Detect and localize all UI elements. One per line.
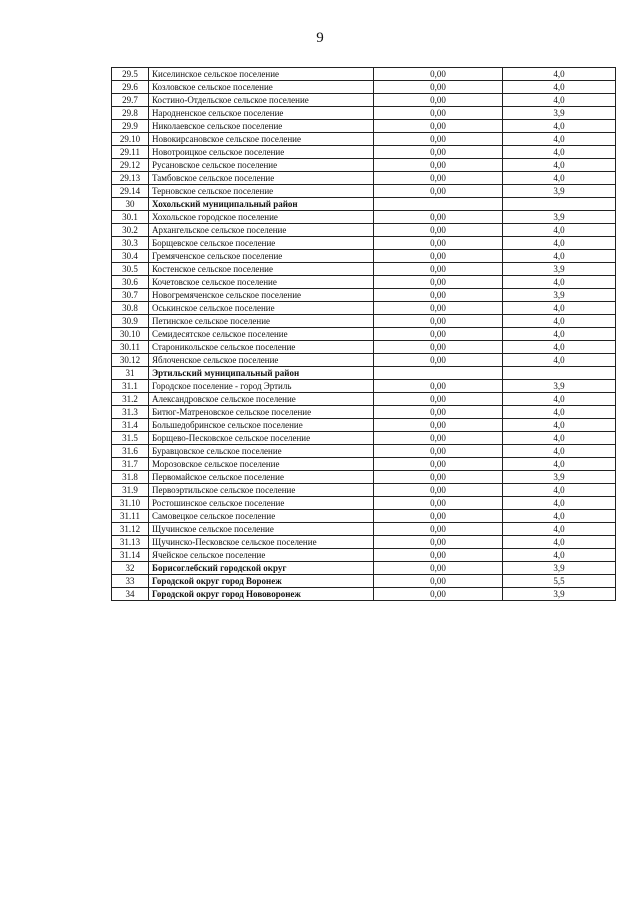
table-row <box>112 354 616 367</box>
row-number-cell: 31.7 <box>112 458 149 471</box>
row-value-a-cell: 0,00 <box>374 393 503 406</box>
row-value-b-cell: 4,0 <box>503 250 616 263</box>
table-row <box>112 81 616 94</box>
row-value-b-cell: 3,9 <box>503 380 616 393</box>
row-number-cell: 30.8 <box>112 302 149 315</box>
row-name-cell: Большедобринское сельское поселение <box>149 419 374 432</box>
row-value-b-cell: 4,0 <box>503 341 616 354</box>
row-number-cell: 30.12 <box>112 354 149 367</box>
table-row <box>112 107 616 120</box>
row-value-b-cell <box>503 367 616 380</box>
row-number-cell: 30.6 <box>112 276 149 289</box>
row-name-cell: Борисоглебский городской округ <box>149 562 374 575</box>
table-row <box>112 224 616 237</box>
row-value-a-cell: 0,00 <box>374 172 503 185</box>
row-number-cell: 30 <box>112 198 149 211</box>
row-value-a-cell: 0,00 <box>374 419 503 432</box>
row-value-b-cell: 3,9 <box>503 185 616 198</box>
table-row <box>112 250 616 263</box>
row-number-cell: 34 <box>112 588 149 601</box>
row-value-a-cell: 0,00 <box>374 536 503 549</box>
row-value-a-cell: 0,00 <box>374 237 503 250</box>
row-value-b-cell: 4,0 <box>503 328 616 341</box>
row-value-a-cell: 0,00 <box>374 432 503 445</box>
row-value-b-cell: 4,0 <box>503 445 616 458</box>
row-name-cell: Козловское сельское поселение <box>149 81 374 94</box>
row-value-a-cell: 0,00 <box>374 549 503 562</box>
table-row <box>112 380 616 393</box>
table-row <box>112 172 616 185</box>
row-name-cell: Ячейское сельское поселение <box>149 549 374 562</box>
row-number-cell: 31.10 <box>112 497 149 510</box>
table-row <box>112 588 616 601</box>
row-number-cell: 29.10 <box>112 133 149 146</box>
row-value-b-cell: 4,0 <box>503 354 616 367</box>
row-value-a-cell: 0,00 <box>374 211 503 224</box>
row-value-b-cell: 4,0 <box>503 94 616 107</box>
row-value-b-cell: 4,0 <box>503 172 616 185</box>
row-value-a-cell <box>374 198 503 211</box>
row-number-cell: 30.11 <box>112 341 149 354</box>
table-row <box>112 159 616 172</box>
row-name-cell: Новокирсановское сельское поселение <box>149 133 374 146</box>
row-value-a-cell: 0,00 <box>374 68 503 81</box>
row-number-cell: 29.11 <box>112 146 149 159</box>
row-value-a-cell: 0,00 <box>374 120 503 133</box>
row-value-b-cell: 3,9 <box>503 107 616 120</box>
table-row <box>112 198 616 211</box>
table-row <box>112 484 616 497</box>
row-number-cell: 29.7 <box>112 94 149 107</box>
row-name-cell: Городское поселение - город Эртиль <box>149 380 374 393</box>
row-value-a-cell: 0,00 <box>374 159 503 172</box>
row-value-a-cell: 0,00 <box>374 302 503 315</box>
row-number-cell: 31.3 <box>112 406 149 419</box>
row-value-a-cell: 0,00 <box>374 406 503 419</box>
row-name-cell: Эртильский муниципальный район <box>149 367 374 380</box>
table-row <box>112 497 616 510</box>
table-row <box>112 536 616 549</box>
row-number-cell: 30.4 <box>112 250 149 263</box>
row-number-cell: 29.8 <box>112 107 149 120</box>
table-row <box>112 432 616 445</box>
row-value-b-cell: 4,0 <box>503 484 616 497</box>
row-number-cell: 31.1 <box>112 380 149 393</box>
row-value-a-cell: 0,00 <box>374 315 503 328</box>
row-name-cell: Киселинское сельское поселение <box>149 68 374 81</box>
row-value-b-cell: 4,0 <box>503 510 616 523</box>
row-value-b-cell: 4,0 <box>503 406 616 419</box>
row-number-cell: 31.2 <box>112 393 149 406</box>
table-row <box>112 120 616 133</box>
table-row <box>112 458 616 471</box>
table-row <box>112 146 616 159</box>
row-value-a-cell: 0,00 <box>374 510 503 523</box>
row-name-cell: Александровское сельское поселение <box>149 393 374 406</box>
table-row <box>112 393 616 406</box>
row-value-b-cell <box>503 198 616 211</box>
row-value-a-cell: 0,00 <box>374 380 503 393</box>
row-value-a-cell: 0,00 <box>374 471 503 484</box>
row-value-a-cell: 0,00 <box>374 484 503 497</box>
row-number-cell: 30.7 <box>112 289 149 302</box>
row-value-b-cell: 5,5 <box>503 575 616 588</box>
row-value-a-cell: 0,00 <box>374 133 503 146</box>
row-value-b-cell: 4,0 <box>503 393 616 406</box>
row-name-cell: Яблоченское сельское поселение <box>149 354 374 367</box>
row-name-cell: Терновское сельское поселение <box>149 185 374 198</box>
row-value-a-cell: 0,00 <box>374 523 503 536</box>
row-number-cell: 32 <box>112 562 149 575</box>
row-number-cell: 29.14 <box>112 185 149 198</box>
row-value-a-cell: 0,00 <box>374 263 503 276</box>
row-number-cell: 31.12 <box>112 523 149 536</box>
row-value-a-cell: 0,00 <box>374 341 503 354</box>
row-value-a-cell: 0,00 <box>374 588 503 601</box>
row-number-cell: 30.1 <box>112 211 149 224</box>
row-name-cell: Оськинское сельское поселение <box>149 302 374 315</box>
row-name-cell: Щучинское сельское поселение <box>149 523 374 536</box>
table-row <box>112 445 616 458</box>
row-value-a-cell: 0,00 <box>374 146 503 159</box>
row-value-b-cell: 4,0 <box>503 536 616 549</box>
row-value-a-cell: 0,00 <box>374 354 503 367</box>
table-row <box>112 289 616 302</box>
row-name-cell: Хохольский муниципальный район <box>149 198 374 211</box>
row-value-a-cell: 0,00 <box>374 94 503 107</box>
row-name-cell: Хохольское городское поселение <box>149 211 374 224</box>
row-number-cell: 31.9 <box>112 484 149 497</box>
row-name-cell: Архангельское сельское поселение <box>149 224 374 237</box>
row-value-b-cell: 4,0 <box>503 315 616 328</box>
row-value-b-cell: 4,0 <box>503 549 616 562</box>
row-number-cell: 31.6 <box>112 445 149 458</box>
row-value-a-cell: 0,00 <box>374 497 503 510</box>
row-value-a-cell: 0,00 <box>374 276 503 289</box>
row-value-b-cell: 4,0 <box>503 523 616 536</box>
row-value-b-cell: 3,9 <box>503 211 616 224</box>
row-number-cell: 29.12 <box>112 159 149 172</box>
row-name-cell: Буравцовское сельское поселение <box>149 445 374 458</box>
row-value-a-cell: 0,00 <box>374 562 503 575</box>
row-value-b-cell: 4,0 <box>503 81 616 94</box>
row-value-a-cell <box>374 367 503 380</box>
row-name-cell: Городской округ город Нововоронеж <box>149 588 374 601</box>
row-value-b-cell: 4,0 <box>503 146 616 159</box>
row-name-cell: Староникольское сельское поселение <box>149 341 374 354</box>
row-number-cell: 30.2 <box>112 224 149 237</box>
row-name-cell: Петинское сельское поселение <box>149 315 374 328</box>
row-value-a-cell: 0,00 <box>374 328 503 341</box>
row-name-cell: Кочетовское сельское поселение <box>149 276 374 289</box>
table-row <box>112 341 616 354</box>
row-value-b-cell: 4,0 <box>503 68 616 81</box>
page-number: 9 <box>316 30 324 46</box>
row-number-cell: 29.9 <box>112 120 149 133</box>
table-row <box>112 367 616 380</box>
row-value-b-cell: 4,0 <box>503 458 616 471</box>
row-name-cell: Самовецкое сельское поселение <box>149 510 374 523</box>
table-row <box>112 406 616 419</box>
row-number-cell: 31.8 <box>112 471 149 484</box>
table-row <box>112 263 616 276</box>
row-value-b-cell: 4,0 <box>503 276 616 289</box>
row-value-b-cell: 4,0 <box>503 419 616 432</box>
row-number-cell: 30.5 <box>112 263 149 276</box>
row-value-b-cell: 4,0 <box>503 224 616 237</box>
table-row <box>112 562 616 575</box>
table-row <box>112 211 616 224</box>
row-number-cell: 31.5 <box>112 432 149 445</box>
row-value-b-cell: 4,0 <box>503 159 616 172</box>
row-number-cell: 31 <box>112 367 149 380</box>
row-value-b-cell: 4,0 <box>503 133 616 146</box>
table-row <box>112 471 616 484</box>
row-value-b-cell: 4,0 <box>503 432 616 445</box>
row-name-cell: Тамбовское сельское поселение <box>149 172 374 185</box>
row-name-cell: Николаевское сельское поселение <box>149 120 374 133</box>
row-name-cell: Новотроицкое сельское поселение <box>149 146 374 159</box>
row-value-b-cell: 4,0 <box>503 497 616 510</box>
table-row <box>112 549 616 562</box>
row-name-cell: Гремяченское сельское поселение <box>149 250 374 263</box>
table-row <box>112 419 616 432</box>
row-number-cell: 29.6 <box>112 81 149 94</box>
row-name-cell: Костино-Отдельское сельское поселение <box>149 94 374 107</box>
row-value-a-cell: 0,00 <box>374 224 503 237</box>
row-number-cell: 31.4 <box>112 419 149 432</box>
row-name-cell: Ростошинское сельское поселение <box>149 497 374 510</box>
row-number-cell: 31.11 <box>112 510 149 523</box>
row-value-a-cell: 0,00 <box>374 445 503 458</box>
row-value-b-cell: 3,9 <box>503 588 616 601</box>
row-value-a-cell: 0,00 <box>374 107 503 120</box>
table-row <box>112 237 616 250</box>
row-number-cell: 30.3 <box>112 237 149 250</box>
row-name-cell: Первоэртильское сельское поселение <box>149 484 374 497</box>
row-name-cell: Щучинско-Песковское сельское поселение <box>149 536 374 549</box>
table-row <box>112 523 616 536</box>
row-value-b-cell: 4,0 <box>503 120 616 133</box>
table-row <box>112 315 616 328</box>
row-number-cell: 33 <box>112 575 149 588</box>
row-value-a-cell: 0,00 <box>374 458 503 471</box>
row-name-cell: Городской округ город Воронеж <box>149 575 374 588</box>
row-name-cell: Русановское сельское поселение <box>149 159 374 172</box>
table-row <box>112 302 616 315</box>
row-name-cell: Морозовское сельское поселение <box>149 458 374 471</box>
row-value-b-cell: 3,9 <box>503 562 616 575</box>
table-row <box>112 328 616 341</box>
row-name-cell: Костенское сельское поселение <box>149 263 374 276</box>
row-name-cell: Новогремяченское сельское поселение <box>149 289 374 302</box>
row-value-b-cell: 4,0 <box>503 237 616 250</box>
row-name-cell: Борщево-Песковское сельское поселение <box>149 432 374 445</box>
data-table <box>111 67 616 601</box>
table-row <box>112 276 616 289</box>
row-number-cell: 30.9 <box>112 315 149 328</box>
table-row <box>112 133 616 146</box>
row-name-cell: Народненское сельское поселение <box>149 107 374 120</box>
row-name-cell: Первомайское сельское поселение <box>149 471 374 484</box>
row-number-cell: 31.14 <box>112 549 149 562</box>
row-number-cell: 30.10 <box>112 328 149 341</box>
row-value-b-cell: 4,0 <box>503 302 616 315</box>
row-value-b-cell: 3,9 <box>503 289 616 302</box>
row-number-cell: 31.13 <box>112 536 149 549</box>
table-row <box>112 185 616 198</box>
row-name-cell: Битюг-Матреновское сельское поселение <box>149 406 374 419</box>
row-value-b-cell: 3,9 <box>503 471 616 484</box>
row-value-a-cell: 0,00 <box>374 185 503 198</box>
row-number-cell: 29.5 <box>112 68 149 81</box>
row-name-cell: Семидесятское сельское поселение <box>149 328 374 341</box>
row-value-b-cell: 3,9 <box>503 263 616 276</box>
row-value-a-cell: 0,00 <box>374 250 503 263</box>
table-row <box>112 510 616 523</box>
row-name-cell: Борщевское сельское поселение <box>149 237 374 250</box>
table-row <box>112 94 616 107</box>
row-number-cell: 29.13 <box>112 172 149 185</box>
row-value-a-cell: 0,00 <box>374 575 503 588</box>
table-row <box>112 68 616 81</box>
table-row <box>112 575 616 588</box>
row-value-a-cell: 0,00 <box>374 81 503 94</box>
row-value-a-cell: 0,00 <box>374 289 503 302</box>
table-body <box>112 68 616 601</box>
